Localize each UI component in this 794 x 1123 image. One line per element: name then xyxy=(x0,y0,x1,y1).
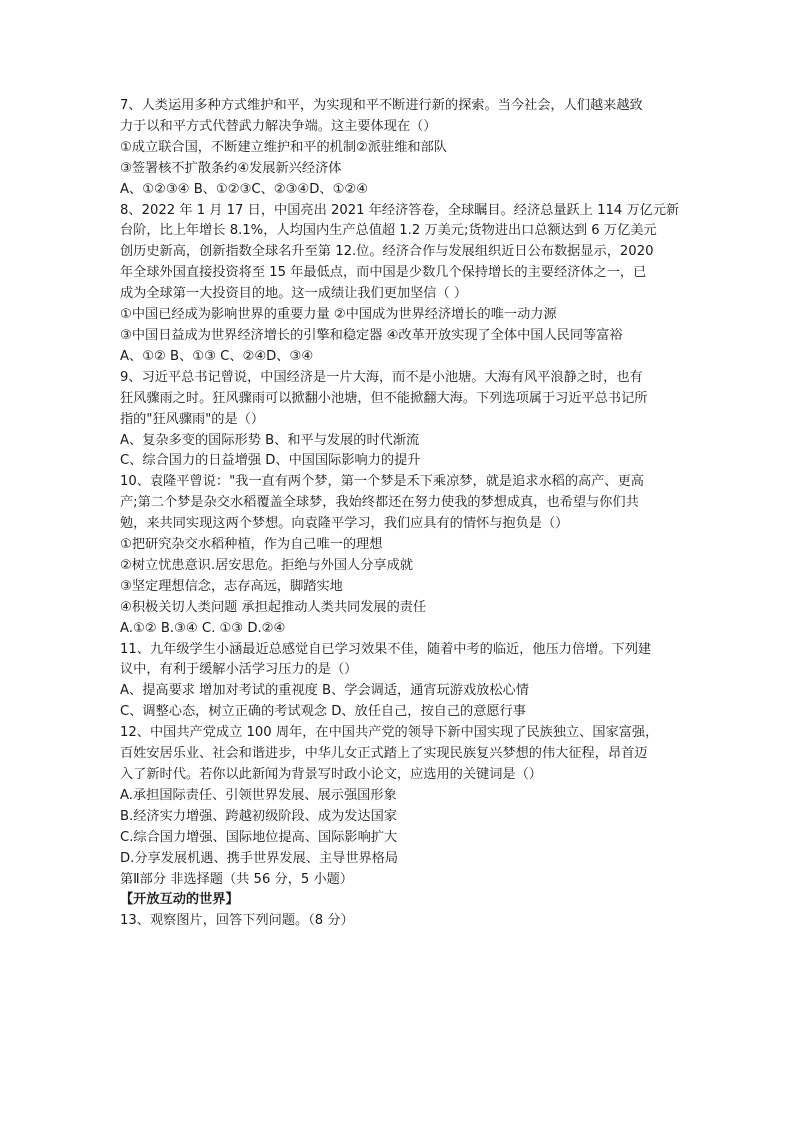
question-10-line-3: 勉，来共同实现这两个梦想。向袁隆平学习，我们应具有的情怀与抱负是（） xyxy=(120,516,569,532)
question-8-line-3: 创历史新高，创新指数全球名升至第 12.位。经济合作与发展组织近日公布数据显示，2020 xyxy=(120,244,654,260)
question-10-option-1: ①把研究杂交水稻种植，作为自己唯一的理想 xyxy=(120,537,383,553)
question-8-option-line-2: ③中国日益成为世界经济增长的引擎和稳定器 ④改革开放实现了全体中国人民同等富裕 xyxy=(120,327,623,343)
question-10-line-2: 产;第二个梦是杂交水稻覆盖全球梦，我始终都还在努力使我的梦想成真，也希望与你们共 xyxy=(120,495,639,511)
question-10-answers: A.①② B.③④ C. ①③ D.②④ xyxy=(120,620,286,636)
section-heading: 【开放互动的世界】 xyxy=(120,892,239,908)
question-12-answer-c: C.综合国力增强、国际地位提高、国际影响扩大 xyxy=(120,829,398,845)
question-11-answers-1: A、提高要求 增加对考试的重视度 B、学会调适，通宵玩游戏放松心情 xyxy=(120,683,529,699)
question-11-answers-2: C、调整心态，树立正确的考试观念 D、放任自己，按自己的意愿行事 xyxy=(120,704,526,720)
question-7-option-line-1: ①成立联合国，不断建立维护和平的机制②派驻维和部队 xyxy=(120,139,447,155)
question-8-answers: A、①② B、①③ C、②④D、③④ xyxy=(120,348,314,364)
question-9-answers-1: A、复杂多变的国际形势 B、和平与发展的时代渐流 xyxy=(120,432,420,448)
question-8-line-5: 成为全球第一大投资目的地。这一成绩让我们更加坚信（ ） xyxy=(120,286,468,302)
question-9-line-1: 9、习近平总书记曾说，中国经济是一片大海，而不是小池塘。大海有风平浪静之时，也有 xyxy=(120,369,643,385)
part-2-heading: 第Ⅱ部分 非选择题（共 56 分，5 小题） xyxy=(120,871,354,887)
question-7-answers: A、①②③④ B、①②③C、②③④D、①②④ xyxy=(120,181,369,197)
document-page xyxy=(120,96,680,932)
question-12-answer-a: A.承担国际责任、引领世界发展、展示强国形象 xyxy=(120,787,397,803)
question-12-line-3: 入了新时代。若你以此新闻为背景写时政小论文，应选用的关键词是（） xyxy=(120,767,542,782)
question-12-answer-d: D.分享发展机遇、携手世界发展、主导世界格局 xyxy=(120,850,399,866)
question-11-line-2: 议中，有利于缓解小活学习压力的是（） xyxy=(120,662,358,678)
question-8-line-4: 年全球外国直接投资将至 15 年最低点，而中国是少数几个保持增长的主要经济体之一，已 xyxy=(120,265,647,281)
question-12-answer-b: B.经济实力增强、跨越初级阶段、成为发达国家 xyxy=(120,808,397,824)
question-9-line-2: 狂风骤雨之时。狂风骤雨可以掀翻小池塘，但不能掀翻大海。下列选项属于习近平总书记所 xyxy=(120,390,648,406)
question-11-line-1: 11、九年级学生小涵最近总感觉自已学习效果不佳，随着中考的临近，他压力倍增。下列建 xyxy=(120,641,652,657)
question-10-option-4: ④积极关切人类问题 承担起推动人类共同发展的责任 xyxy=(120,599,427,615)
question-7-line-2: 力于以和平方式代替武力解决争端。这主要体现在（） xyxy=(120,118,437,134)
question-7-option-line-2: ③签署核不扩散条约④发展新兴经济体 xyxy=(120,160,342,176)
question-8-option-line-1: ①中国已经成为影响世界的重要力量 ②中国成为世界经济增长的唯一动力源 xyxy=(120,307,557,323)
question-13-line-1: 13、观察图片，回答下列问题。（8 分） xyxy=(120,913,354,929)
question-12-line-2: 百姓安居乐业、社会和谐进步，中华儿女正式踏上了实现民族复兴梦想的伟大征程，昂首迈 xyxy=(120,746,648,762)
question-8-line-1: 8、2022 年 1 月 17 日，中国亮出 2021 年经济答卷，全球瞩目。经济总量跃上 114 万亿元新 xyxy=(120,202,680,218)
question-10-option-2: ②树立忧患意识.居安思危。拒绝与外国人分享成就 xyxy=(120,557,413,573)
question-9-line-3: 指的"狂风骤雨"的是（） xyxy=(120,411,265,427)
question-7-line-1: 7、人类运用多种方式维护和平，为实现和平不断进行新的探索。当今社会，人们越来越致 xyxy=(120,98,643,113)
question-10-option-3: ③坚定理想信念，志存高远，脚踏实地 xyxy=(120,578,343,594)
question-12-line-1: 12、中国共产党成立 100 周年，在中国共产党的领导下新中国实现了民族独立、国家富强， xyxy=(120,725,659,741)
question-9-answers-2: C、综合国力的日益增强 D、中国国际影响力的提升 xyxy=(120,453,421,469)
question-8-line-2: 台阶，比上年增长 8.1%，人均国内生产总值超 1.2 万美元;货物进出口总额达到 6 万亿美元 xyxy=(120,223,657,239)
question-10-line-1: 10、袁隆平曾说："我一直有两个梦，第一个梦是禾下乘凉梦，就是追求水稻的高产、更高 xyxy=(120,474,644,490)
